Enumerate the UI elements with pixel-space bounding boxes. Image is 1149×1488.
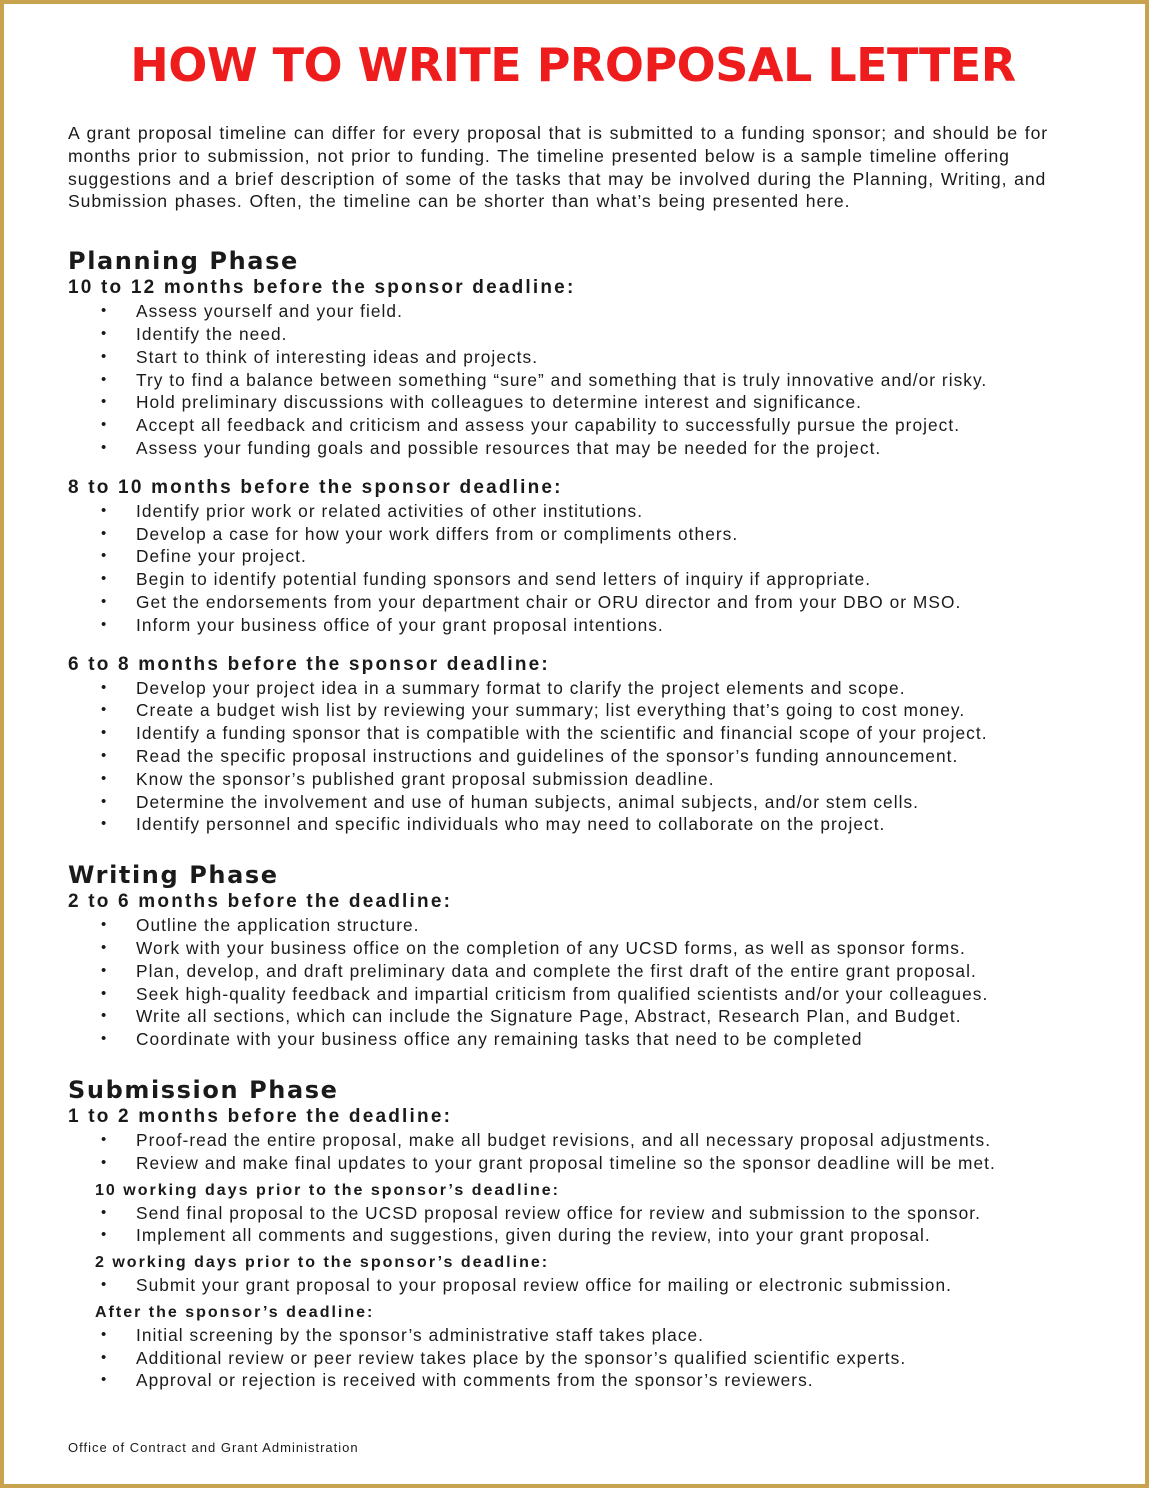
task-text: Identify the need.	[136, 323, 288, 344]
task-item	[68, 937, 1088, 960]
task-item	[68, 591, 1088, 614]
task-item	[68, 1224, 1088, 1247]
bullet-icon: •	[101, 792, 108, 810]
submission-phase-section	[68, 1075, 1088, 1392]
task-text: Try to find a balance between something “sure” and something that is truly innovative and/or risky.	[136, 369, 988, 390]
task-text: Review and make final updates to your grant proposal timeline so the sponsor deadline will be met.	[136, 1152, 996, 1173]
task-item	[68, 1005, 1088, 1028]
task-text: Start to think of interesting ideas and projects.	[136, 346, 539, 367]
bullet-icon: •	[101, 370, 108, 388]
task-text: Work with your business office on the completion of any UCSD forms, as well as sponsor forms.	[136, 937, 966, 958]
document-title: HOW TO WRITE PROPOSAL LETTER	[130, 38, 1016, 92]
task-text: Define your project.	[136, 546, 307, 567]
task-item	[68, 791, 1088, 814]
phase-title-submission: Submission Phase	[68, 1075, 339, 1104]
task-text: Plan, develop, and draft preliminary data and complete the first draft of the entire grant proposal.	[136, 960, 977, 981]
task-text: Inform your business office of your grant proposal intentions.	[136, 614, 664, 635]
task-text: Write all sections, which can include the Signature Page, Abstract, Research Plan, and Budget.	[136, 1006, 962, 1027]
task-item	[68, 346, 1088, 369]
task-list	[68, 677, 1088, 837]
bullet-icon: •	[101, 984, 108, 1002]
task-text: Read the specific proposal instructions and guidelines of the sponsor’s funding announcement.	[136, 745, 959, 766]
timeframe-subheading: 10 working days prior to the sponsor’s deadline:	[95, 1181, 560, 1199]
bullet-icon: •	[101, 547, 108, 565]
intro-paragraph: A grant proposal timeline can differ for every proposal that is submitted to a funding sponsor; and should be for months prior to submission, not prior to funding. The timeline presented below is a sample timeline offering suggestions and a brief description of some of the tasks that may be involved during the Planning, Writing, and Submission phases. Often, the timeline can be shorter than what’s being presented here.	[68, 123, 1049, 212]
bullet-icon: •	[101, 1203, 108, 1221]
bullet-icon: •	[101, 701, 108, 719]
task-text: Assess yourself and your field.	[136, 301, 403, 322]
task-item	[68, 545, 1088, 568]
bullet-icon: •	[101, 347, 108, 365]
task-item	[68, 1369, 1088, 1392]
timeframe-heading: 8 to 10 months before the sponsor deadline:	[68, 476, 563, 498]
task-list	[68, 1129, 1088, 1175]
timeframe-subheading: 2 working days prior to the sponsor’s deadline:	[95, 1254, 550, 1272]
task-text: Know the sponsor’s published grant proposal submission deadline.	[136, 768, 715, 789]
bullet-icon: •	[101, 1130, 108, 1148]
task-item	[68, 960, 1088, 983]
task-text: Approval or rejection is received with comments from the sponsor’s reviewers.	[136, 1370, 814, 1391]
task-item	[68, 1129, 1088, 1152]
bullet-icon: •	[101, 302, 108, 320]
planning-phase-section	[68, 246, 1088, 836]
task-item	[68, 614, 1088, 637]
task-item	[68, 699, 1088, 722]
timeframe-subheading: After the sponsor’s deadline:	[95, 1303, 375, 1321]
task-list	[68, 500, 1088, 637]
task-text: Identify personnel and specific individuals who may need to collaborate on the project.	[136, 814, 886, 835]
task-item	[68, 677, 1088, 700]
bullet-icon: •	[101, 1007, 108, 1025]
bullet-icon: •	[101, 1030, 108, 1048]
task-text: Identify a funding sponsor that is compatible with the scientific and financial scope of your project.	[136, 723, 988, 744]
task-item	[68, 568, 1088, 591]
task-item	[68, 722, 1088, 745]
task-text: Implement all comments and suggestions, given during the review, into your grant proposal.	[136, 1225, 931, 1246]
timeframe-heading: 2 to 6 months before the deadline:	[68, 891, 453, 913]
task-text: Proof-read the entire proposal, make all budget revisions, and all necessary proposal adjustments.	[136, 1129, 992, 1150]
task-text: Coordinate with your business office any remaining tasks that need to be completed	[136, 1029, 863, 1050]
task-text: Send final proposal to the UCSD proposal review office for review and submission to the sponsor.	[136, 1202, 981, 1223]
task-item	[68, 1152, 1088, 1175]
bullet-icon: •	[101, 1226, 108, 1244]
bullet-icon: •	[101, 1153, 108, 1171]
document-body	[68, 34, 1088, 1392]
task-item	[68, 391, 1088, 414]
task-text: Hold preliminary discussions with colleagues to determine interest and significance.	[136, 392, 863, 413]
task-item	[68, 1347, 1088, 1370]
task-item	[68, 437, 1088, 460]
bullet-icon: •	[101, 570, 108, 588]
bullet-icon: •	[101, 916, 108, 934]
task-text: Outline the application structure.	[136, 915, 420, 936]
bullet-icon: •	[101, 938, 108, 956]
footer-office-name: Office of Contract and Grant Administration	[68, 1440, 359, 1455]
task-item	[68, 745, 1088, 768]
task-list	[68, 1324, 1088, 1392]
task-text: Initial screening by the sponsor’s administrative staff takes place.	[136, 1324, 705, 1345]
bullet-icon: •	[101, 1325, 108, 1343]
timeframe-heading: 6 to 8 months before the sponsor deadline:	[68, 653, 550, 675]
bullet-icon: •	[101, 678, 108, 696]
task-item	[68, 1202, 1088, 1225]
bullet-icon: •	[101, 815, 108, 833]
task-list	[68, 914, 1088, 1051]
task-item	[68, 500, 1088, 523]
task-item	[68, 768, 1088, 791]
task-text: Develop your project idea in a summary format to clarify the project elements and scope.	[136, 677, 906, 698]
task-text: Identify prior work or related activities of other institutions.	[136, 500, 644, 521]
task-item	[68, 523, 1088, 546]
task-list	[68, 1202, 1088, 1248]
bullet-icon: •	[101, 438, 108, 456]
task-item	[68, 300, 1088, 323]
bullet-icon: •	[101, 1276, 108, 1294]
task-item	[68, 813, 1088, 836]
task-item	[68, 1274, 1088, 1297]
bullet-icon: •	[101, 724, 108, 742]
bullet-icon: •	[101, 524, 108, 542]
task-item	[68, 1324, 1088, 1347]
bullet-icon: •	[101, 324, 108, 342]
bullet-icon: •	[101, 592, 108, 610]
bullet-icon: •	[101, 501, 108, 519]
bullet-icon: •	[101, 416, 108, 434]
task-text: Seek high-quality feedback and impartial criticism from qualified scientists and/or your colleagues.	[136, 983, 989, 1004]
task-item	[68, 414, 1088, 437]
bullet-icon: •	[101, 1371, 108, 1389]
task-text: Develop a case for how your work differs from or compliments others.	[136, 523, 739, 544]
task-list	[68, 300, 1088, 460]
task-list	[68, 1274, 1088, 1297]
phase-title-planning: Planning Phase	[68, 247, 299, 276]
bullet-icon: •	[101, 961, 108, 979]
writing-phase-section	[68, 860, 1088, 1051]
task-item	[68, 983, 1088, 1006]
phase-title-writing: Writing Phase	[68, 861, 279, 890]
task-text: Get the endorsements from your department chair or ORU director and from your DBO or MSO.	[136, 591, 962, 612]
task-text: Begin to identify potential funding sponsors and send letters of inquiry if appropriate.	[136, 569, 872, 590]
task-item	[68, 323, 1088, 346]
bullet-icon: •	[101, 393, 108, 411]
bullet-icon: •	[101, 1348, 108, 1366]
task-text: Create a budget wish list by reviewing your summary; list everything that’s going to cost money.	[136, 700, 966, 721]
task-item	[68, 369, 1088, 392]
task-text: Additional review or peer review takes place by the sponsor’s qualified scientific experts.	[136, 1347, 907, 1368]
bullet-icon: •	[101, 746, 108, 764]
timeframe-heading: 1 to 2 months before the deadline:	[68, 1105, 453, 1127]
bullet-icon: •	[101, 769, 108, 787]
task-item	[68, 914, 1088, 937]
bullet-icon: •	[101, 615, 108, 633]
task-item	[68, 1028, 1088, 1051]
task-text: Assess your funding goals and possible resources that may be needed for the project.	[136, 437, 882, 458]
timeframe-heading: 10 to 12 months before the sponsor deadline:	[68, 277, 576, 299]
task-text: Submit your grant proposal to your proposal review office for mailing or electronic submission.	[136, 1275, 952, 1296]
task-text: Accept all feedback and criticism and assess your capability to successfully pursue the project.	[136, 415, 961, 436]
task-text: Determine the involvement and use of human subjects, animal subjects, and/or stem cells.	[136, 791, 920, 812]
